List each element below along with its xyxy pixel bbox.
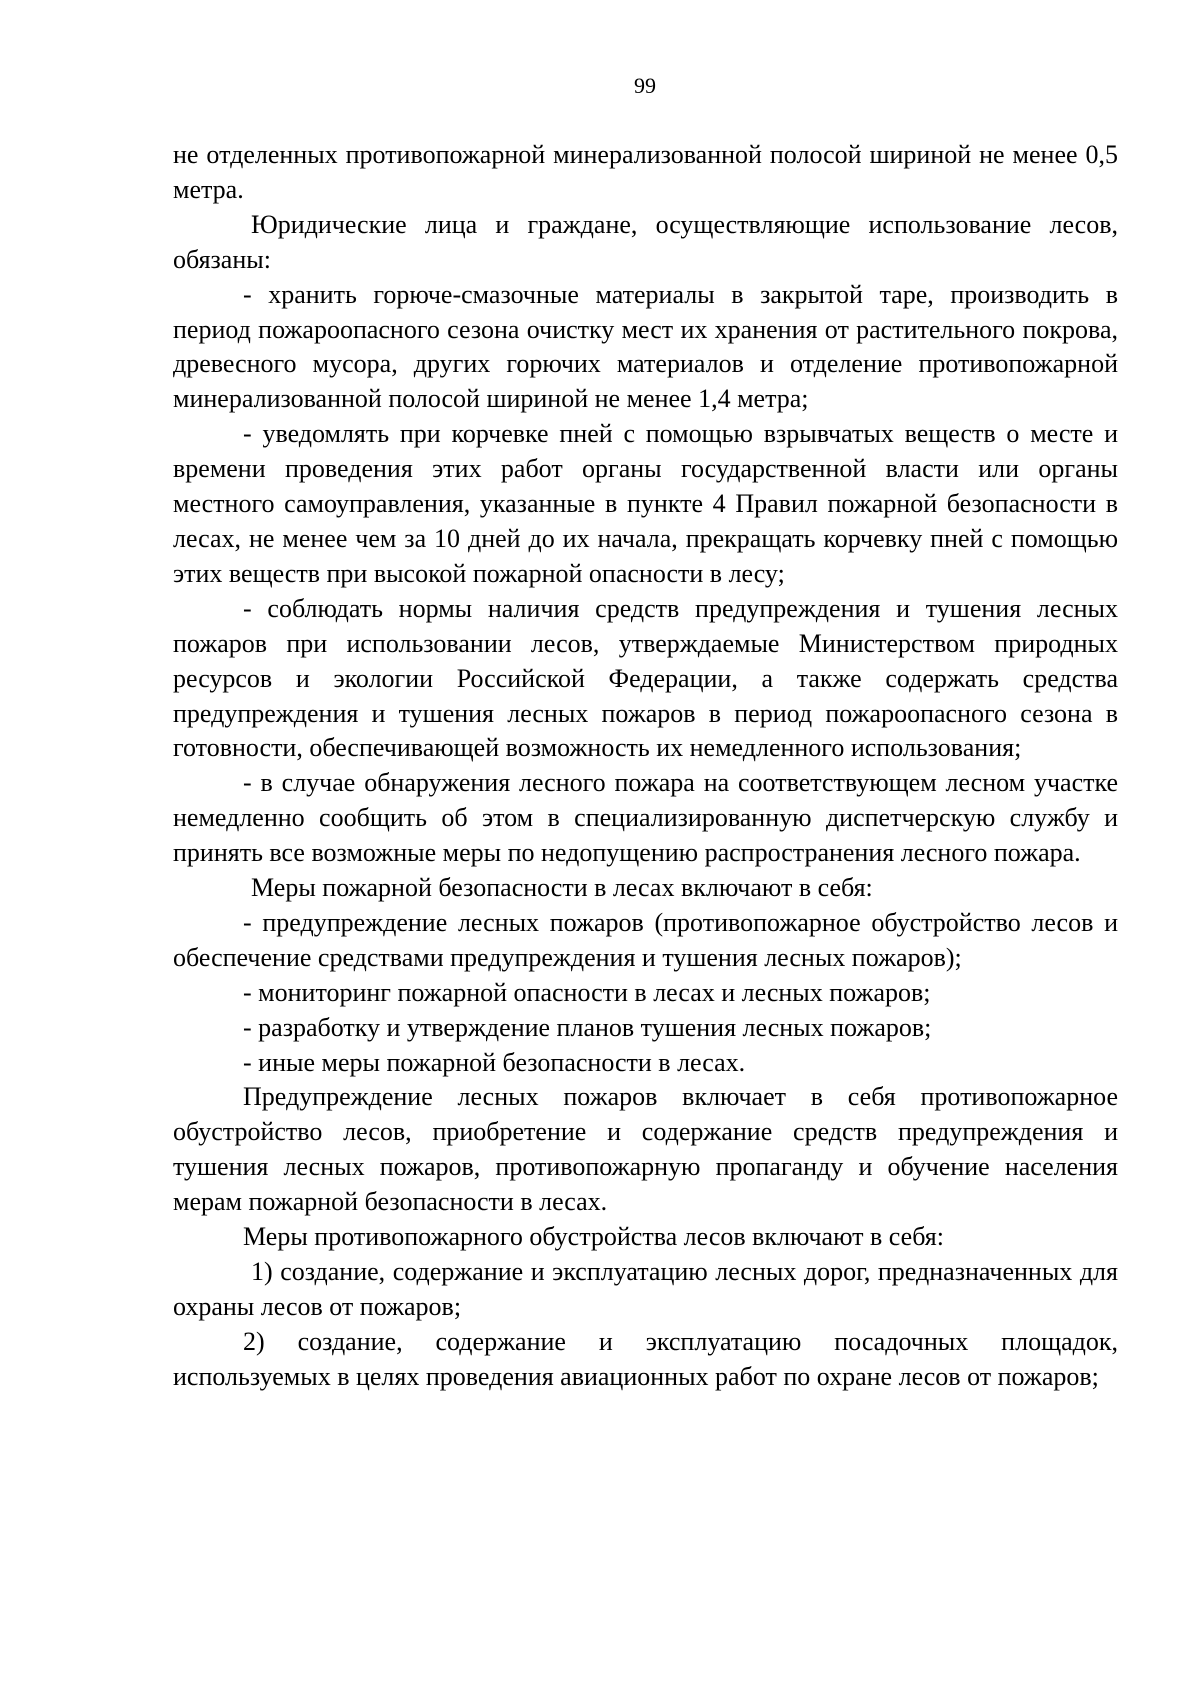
paragraph: - мониторинг пожарной опасности в лесах и лесных пожаров; [243,977,931,1007]
document-body [173,138,1118,1395]
paragraph: 1) создание, содержание и эксплуатацию лесных дорог, предназначенных для охраны лесов от пожаров; [173,1257,1118,1321]
paragraph: Меры противопожарного обустройства лесов включают в себя: [243,1222,944,1252]
paragraph: Юридические лица и граждане, осуществляющие использование лесов, обязаны: [173,209,1118,274]
paragraph: 2) создание, содержание и эксплуатацию посадочных площадок, используемых в целях проведения авиационных работ по охране лесов от пожаров; [173,1326,1118,1391]
paragraph: - иные меры пожарной безопасности в лесах. [243,1047,746,1077]
paragraph: - соблюдать нормы наличия средств предупреждения и тушения лесных пожаров при использовании лесов, утверждаемые Министерством природных ресурсов и экологии Российской Федерации, а также содержать средства предупреждения и тушения лесных пожаров в период пожароопасного сезона в готовности, обеспечивающей возможность их немедленного использования; [173,593,1118,763]
paragraph: Предупреждение лесных пожаров включает в себя противопожарное обустройство лесов, приобретение и содержание средств предупреждения и тушения лесных пожаров, противопожарную пропаганду и обучение населения мерам пожарной безопасности в лесах. [173,1082,1118,1217]
paragraph: - в случае обнаружения лесного пожара на соответствующем лесном участке немедленно сообщить об этом в специализированную диспетчерскую службу и принять все возможные меры по недопущению распространения лесного пожара. [173,768,1118,868]
paragraph: - хранить горюче-смазочные материалы в закрытой таре, производить в период пожароопасного сезона очистку мест их хранения от растительного покрова, древесного мусора, других горючих материалов и отделение противопожарной минерализованной полосой шириной не менее 1,4 метра; [173,279,1118,414]
paragraph: Меры пожарной безопасности в лесах включают в себя: [251,873,873,903]
paragraph: - уведомлять при корчевке пней с помощью взрывчатых веществ о месте и времени проведения этих работ органы государственной власти или органы местного самоуправления, указанные в пункте 4 Правил пожарной безопасности в лесах, не менее чем за 10 дней до их начала, прекращать корчевку пней с помощью этих веществ при высокой пожарной опасности в лесу; [173,419,1118,588]
paragraph: не отделенных противопожарной минерализованной полосой шириной не менее 0,5 метра. [173,140,1118,204]
paragraph: - разработку и утверждение планов тушения лесных пожаров; [243,1012,932,1042]
paragraph: - предупреждение лесных пожаров (противопожарное обустройство лесов и обеспечение средствами предупреждения и тушения лесных пожаров); [173,907,1118,972]
page-number: 99 [634,73,656,98]
